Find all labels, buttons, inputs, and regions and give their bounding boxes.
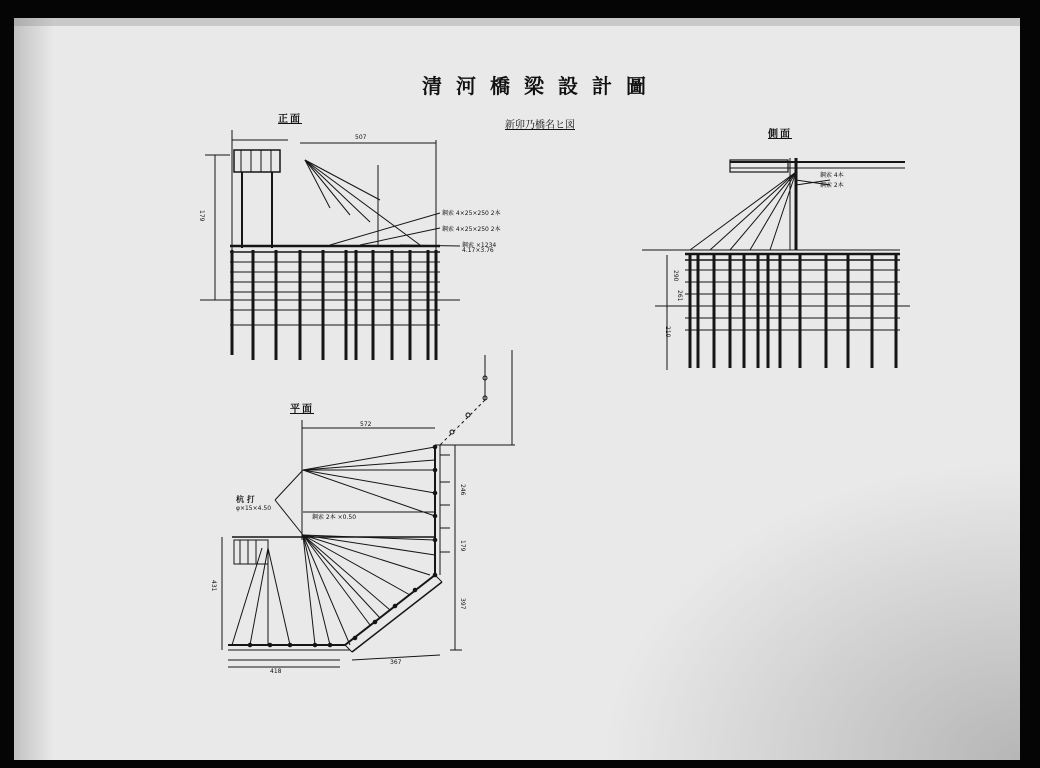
plan-dim-418: 418 [270,668,282,675]
side-dim-210: 210 [664,326,671,338]
plan-pile-label: 杭 打 [236,495,255,504]
front-note-3: 鋼索 ×1234 [462,242,497,249]
front-height-dim: 179 [198,210,205,222]
plan-dim-367: 367 [390,659,402,666]
front-note-1: 鋼索 4×25×250 2本 [442,210,501,217]
side-note-b: 鋼索 2本 [820,182,844,189]
side-note-a: 鋼索 4本 [820,172,844,179]
plan-pile-spec: φ×15×4.50 [236,505,272,512]
front-view-label: 正面 [278,114,302,125]
plan-brace-note: 鋼索 2本 ×0.50 [312,514,357,521]
drawing-subtitle: 新卯乃橋名ヒ図 [505,120,575,131]
front-view [200,130,460,360]
drawing-title: 清河橋梁設計圖 [422,74,660,98]
front-span-dim: 507 [355,134,367,141]
plan-dim-397: 397 [459,598,466,610]
plan-span-dim: 572 [360,421,372,428]
plan-dim-431: 431 [210,580,217,592]
front-note-4: 4.17×3.76 [462,247,494,254]
plan-dim-246: 246 [459,484,466,496]
plan-dim-179: 179 [459,540,466,552]
front-note-2: 鋼索 4×25×250 2本 [442,226,501,233]
side-dim-261: 261 [676,290,683,302]
plan-view-label: 平面 [290,404,314,415]
side-dim-290: 290 [672,270,679,282]
side-view [642,158,910,370]
side-view-label: 側面 [768,129,792,140]
